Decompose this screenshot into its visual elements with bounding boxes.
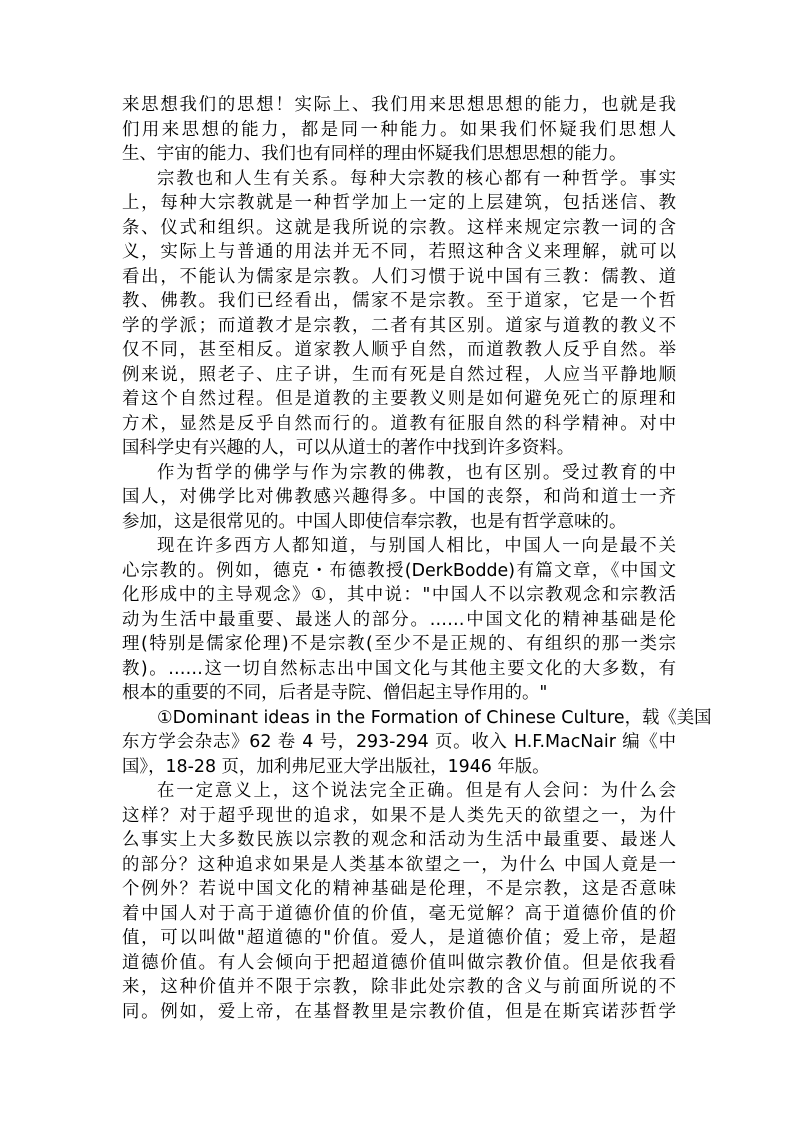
text-line: 教)。……这一切自然标志出中国文化与其他主要文化的大多数，有 <box>122 658 676 679</box>
text-line: 这样？对于超乎现世的追求，如果不是人类先天的欲望之一，为什 <box>122 805 676 826</box>
text-line: 的部分？这种追求如果是人类基本欲望之一，为什么 中国人竟是一 <box>122 854 676 875</box>
footnote-line: 国》，18-28 页，加利弗尼亚大学出版社，1946 年版。 <box>122 756 550 777</box>
footnote <box>122 706 712 780</box>
text-line: 教、佛教。我们已经看出，儒家不是宗教。至于道家，它是一个哲 <box>122 291 676 311</box>
text-line: 参加，这是很常见的。中国人即使信奉宗教，也是有哲学意味的。 <box>122 511 627 532</box>
text-line: 道德价值。有人会倾向于把超道德价值叫做宗教价值。但是依我看 <box>122 952 676 973</box>
text-line: 在一定意义上，这个说法完全正确。但是有人会问：为什么会 <box>157 781 676 801</box>
text-line: 心宗教的。例如，德克・布德教授(DerkBodde)有篇文章，《中国文 <box>122 560 676 581</box>
paragraph-2 <box>122 167 676 461</box>
text-line: 方术，显然是反乎自然而行的。道教有征服自然的科学精神。对中 <box>122 413 676 434</box>
text-line: 化形成中的主导观念》①，其中说："中国人不以宗教观念和宗教活 <box>122 585 676 605</box>
paragraph-3 <box>122 461 676 535</box>
text-line: 动为生活中最重要、最迷人的部分。……中国文化的精神基础是伦 <box>122 609 676 630</box>
text-line: 来，这种价值并不限于宗教，除非此处宗教的含义与前面所说的不 <box>122 977 676 997</box>
paragraph-5 <box>122 779 676 1024</box>
text-line: 同。例如，爱上帝，在基督教里是宗教价值，但是在斯宾诺莎哲学 <box>122 1001 676 1022</box>
text-line: 学的学派；而道教才是宗教，二者有其区别。道家与道教的教义不 <box>122 315 676 336</box>
text-line: 来思想我们的思想！实际上、我们用来思想思想的能力，也就是我 <box>122 95 676 115</box>
footnote-line: ①Dominant ideas in the Formation of Chinese Culture，载《美国 <box>157 707 712 728</box>
text-line: 义，实际上与普通的用法并无不同，若照这种含义来理解，就可以 <box>122 242 676 262</box>
text-line: 着这个自然过程。但是道教的主要教义则是如何避免死亡的原理和 <box>122 389 676 409</box>
text-line: 值，可以叫做"超道德的"价值。爱人，是道德价值；爱上帝，是超 <box>122 928 676 948</box>
text-line: 个例外？若说中国文化的精神基础是伦理，不是宗教，这是否意味 <box>122 879 676 899</box>
text-line: 着中国人对于高于道德价值的价值，毫无觉解？高于道德价值的价 <box>122 903 676 924</box>
footnote-line: 东方学会杂志》62 卷 4 号，293-294 页。收入 H.F.MacNair 编《中 <box>122 732 676 752</box>
text-line: 上，每种大宗教就是一种哲学加上一定的上层建筑，包括迷信、教 <box>122 193 676 213</box>
text-line: 根本的重要的不同，后者是寺院、僧侣起主导作用的。" <box>122 683 548 703</box>
text-line: 生、宇宙的能力、我们也有同样的理由怀疑我们思想思想的能力。 <box>122 144 627 164</box>
paragraph-1 <box>122 93 676 167</box>
text-line: 看出，不能认为儒家是宗教。人们习惯于说中国有三教：儒教、道 <box>122 266 676 287</box>
text-line: 们用来思想的能力，都是同一种能力。如果我们怀疑我们思想人 <box>122 119 676 140</box>
text-line: 仅不同，甚至相反。道家教人顺乎自然，而道教教人反乎自然。举 <box>122 340 676 360</box>
text-line: 宗教也和人生有关系。每种大宗教的核心都有一种哲学。事实 <box>157 168 676 189</box>
text-line: 例来说，照老子、庄子讲，生而有死是自然过程，人应当平静地顺 <box>122 364 676 385</box>
text-line: 作为哲学的佛学与作为宗教的佛教，也有区别。受过教育的中 <box>157 462 676 483</box>
text-line: 国人，对佛学比对佛教感兴趣得多。中国的丧祭，和尚和道士一齐 <box>122 487 676 507</box>
text-line: 条、仪式和组织。这就是我所说的宗教。这样来规定宗教一词的含 <box>122 217 676 238</box>
text-line: 国科学史有兴趣的人，可以从道士的著作中找到许多资料。 <box>122 438 575 458</box>
text-line: 么事实上大多数民族以宗教的观念和活动为生活中最重要、最迷人 <box>122 830 676 850</box>
text-line: 理(特别是儒家伦理)不是宗教(至少不是正规的、有组织的那一类宗 <box>122 634 676 654</box>
document-page <box>122 93 712 1024</box>
text-line: 现在许多西方人都知道，与别国人相比，中国人一向是最不关 <box>157 536 676 556</box>
paragraph-4 <box>122 534 676 706</box>
